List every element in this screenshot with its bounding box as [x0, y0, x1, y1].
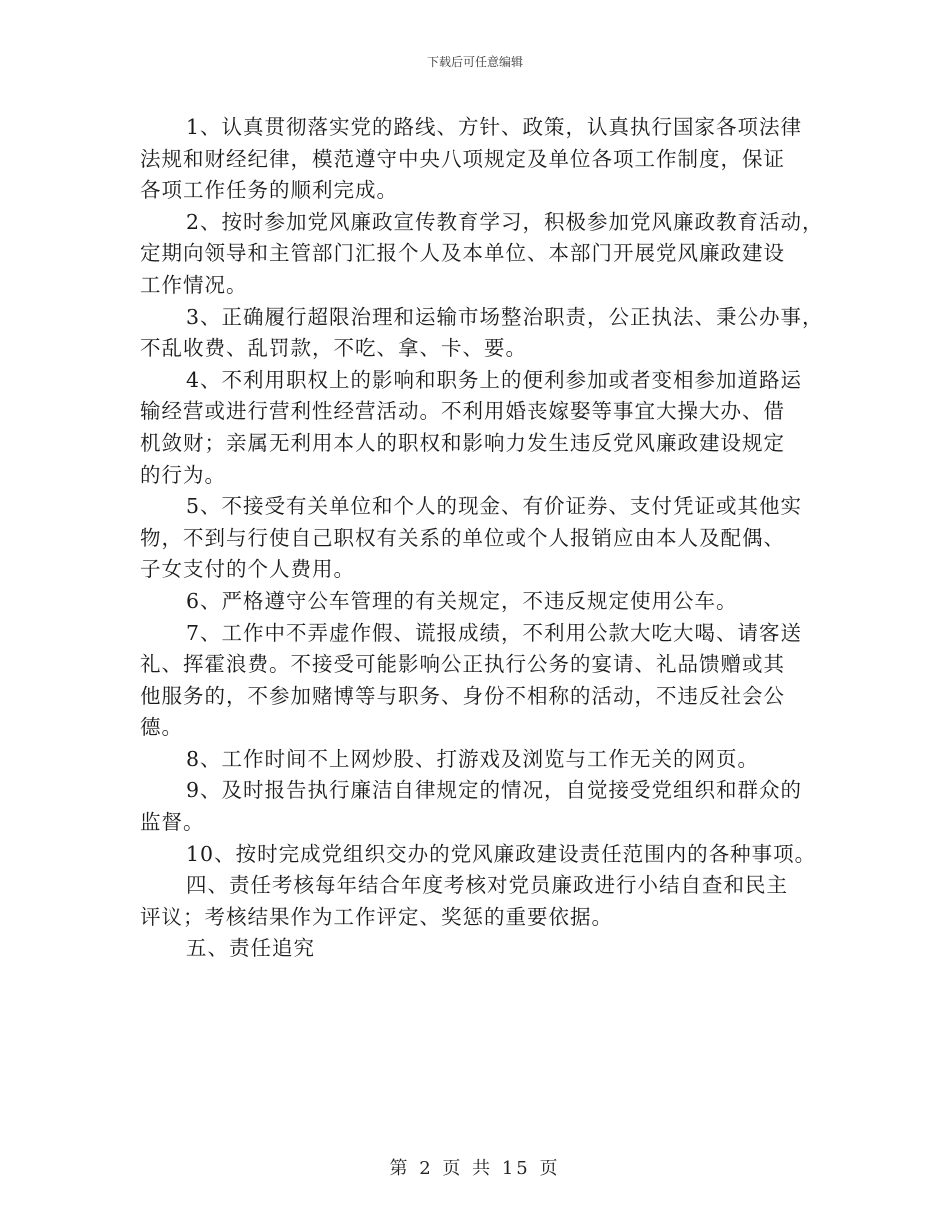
paragraph-section-5: [140, 933, 820, 965]
paragraph-6: [140, 586, 820, 618]
text-line: 6、严格遵守公车管理的有关规定，不违反规定使用公车。: [186, 588, 738, 613]
text-line: 物，不到与行使自己职权有关系的单位或个人报销应由本人及配偶、: [140, 525, 785, 550]
text-line: 3、正确履行超限治理和运输市场整治职责，公正执法、秉公办事，: [186, 304, 824, 329]
text-line: 他服务的，不参加赌博等与职务、身份不相称的活动，不违反社会公: [140, 683, 785, 708]
text-line: 机敛财；亲属无利用本人的职权和影响力发生违反党风廉政建设规定: [140, 430, 785, 455]
text-line: 7、工作中不弄虚作假、谎报成绩，不利用公款大吃大喝、请客送: [186, 620, 803, 645]
paragraph-section-4: [140, 870, 820, 933]
text-line: 评议；考核结果作为工作评定、奖惩的重要依据。: [140, 904, 613, 929]
text-line: 8、工作时间不上网炒股、打游戏及浏览与工作无关的网页。: [186, 746, 760, 771]
section-heading: 五、责任追究: [186, 936, 315, 961]
paragraph-1: [140, 112, 820, 207]
text-line: 各项工作任务的顺利完成。: [140, 178, 398, 203]
text-line: 定期向领导和主管部门汇报个人及本单位、本部门开展党风廉政建设: [140, 241, 785, 266]
paragraph-5: [140, 491, 820, 586]
paragraph-7: [140, 618, 820, 744]
page-number: 第 2 页 共 15 页: [389, 1158, 561, 1179]
text-line: 法规和财经纪律，模范遵守中央八项规定及单位各项工作制度，保证: [140, 146, 785, 171]
page-header: 下载后可任意编辑: [426, 55, 523, 69]
paragraph-10: [140, 839, 820, 871]
text-line: 10、按时完成党组织交办的党风廉政建设责任范围内的各种事项。: [186, 841, 817, 866]
text-line: 礼、挥霍浪费。不接受可能影响公正执行公务的宴请、礼品馈赠或其: [140, 652, 785, 677]
paragraph-4: [140, 365, 820, 491]
paragraph-2: [140, 207, 824, 302]
text-line: 1、认真贯彻落实党的路线、方针、政策，认真执行国家各项法律: [186, 115, 803, 139]
paragraph-3: [140, 302, 824, 365]
text-line: 2、按时参加党风廉政宣传教育学习，积极参加党风廉政教育活动，: [186, 209, 824, 234]
text-line: 子女支付的个人费用。: [140, 557, 355, 582]
text-line: 4、不利用职权上的影响和职务上的便利参加或者变相参加道路运: [186, 367, 803, 392]
text-line: 输经营或进行营利性经营活动。不利用婚丧嫁娶等事宜大操大办、借: [140, 399, 785, 424]
text-line: 不乱收费、乱罚款，不吃、拿、卡、要。: [140, 336, 527, 361]
document-body: [140, 112, 824, 965]
text-line: 德。: [140, 715, 183, 740]
text-line: 监督。: [140, 810, 205, 835]
text-line: 的行为。: [140, 462, 226, 487]
text-line: 5、不接受有关单位和个人的现金、有价证券、支付凭证或其他实: [186, 494, 803, 519]
text-line: 9、及时报告执行廉洁自律规定的情况，自觉接受党组织和群众的: [186, 778, 803, 803]
text-line: 工作情况。: [140, 272, 248, 297]
paragraph-8: [140, 744, 820, 776]
text-line: 四、责任考核每年结合年度考核对党员廉政进行小结自查和民主: [186, 873, 788, 898]
paragraph-9: [140, 775, 820, 838]
